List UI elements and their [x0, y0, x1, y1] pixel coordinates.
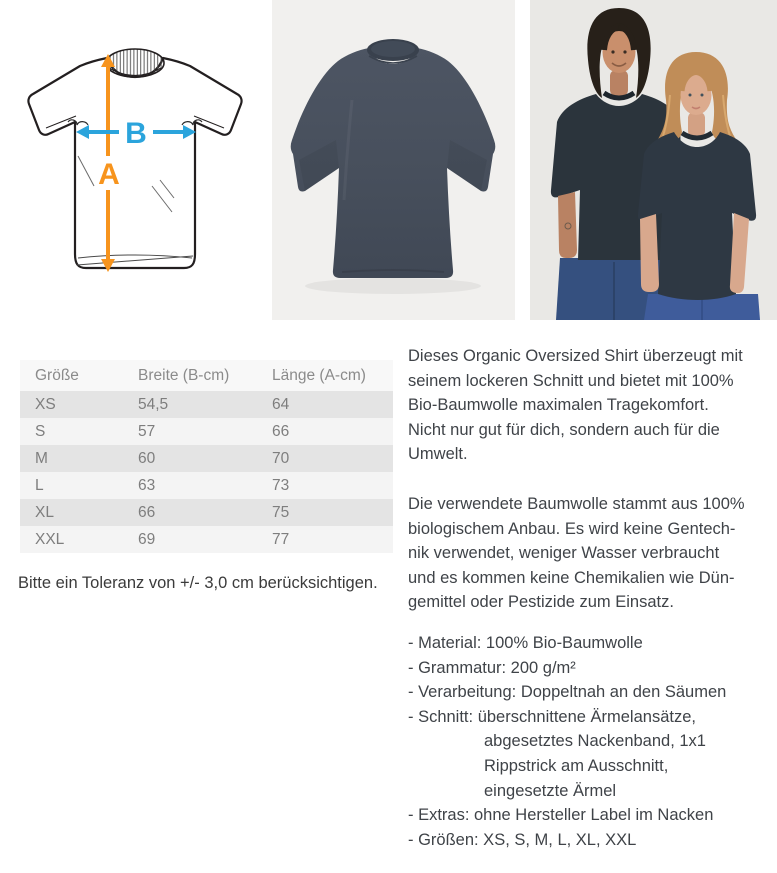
description-bullet-line: eingesetzte Ärmel [484, 781, 617, 800]
column-header-groesse: Größe [20, 360, 123, 391]
label-b: B [125, 117, 147, 150]
description-bullet-line: - Grammatur: 200 g/m² [408, 658, 576, 677]
column-header-breite: Breite (B-cm) [123, 360, 257, 391]
product-description [408, 344, 777, 852]
ribbed-collar [106, 49, 164, 77]
size-diagram-image[interactable] [20, 8, 244, 320]
description-bullet-line: - Extras: ohne Hersteller Label im Nacken [408, 806, 714, 825]
description-bullet-line: abgesetztes Nackenband, 1x1 [484, 732, 706, 751]
table-row: XXL 69 77 [20, 526, 393, 553]
table-row: XL 66 75 [20, 499, 393, 526]
size-table-body [20, 391, 393, 553]
tolerance-note: Bitte ein Toleranz von +/- 3,0 cm berücksichtigen. [18, 574, 378, 592]
description-bullet-line: - Schnitt: überschnittene Ärmelansätze, [408, 707, 696, 726]
product-photo[interactable] [272, 0, 515, 320]
tshirt-outline-drawing [28, 49, 241, 268]
column-header-laenge: Länge (A-cm) [257, 360, 393, 391]
description-paragraph: Dieses Organic Oversized Shirt überzeugt mit seinem lockeren Schnitt und bietet mit 100% Bio-Baumwolle maximalen Tragekomfort. Nicht nur gut für dich, sondern auch für die Umwelt. [408, 347, 743, 464]
table-row: XS 54,5 64 [20, 391, 393, 418]
label-a: A [98, 158, 120, 191]
table-row: S 57 66 [20, 418, 393, 445]
models-photo[interactable] [530, 0, 777, 320]
table-header-row [20, 360, 393, 391]
description-bullets [408, 631, 777, 852]
description-paragraph: Die verwendete Baumwolle stammt aus 100% biologischem Anbau. Es wird keine Gentech- nik verwendet, weniger Wasser verbraucht und es kommen keine Chemikalien wie Dün- gemittel oder Pestizide zum Einsatz. [408, 494, 745, 612]
description-bullet-line: - Größen: XS, S, M, L, XL, XXL [408, 830, 637, 849]
description-bullet-line: Rippstrick am Ausschnitt, [484, 756, 669, 775]
description-paragraphs [408, 344, 777, 615]
size-table [20, 360, 393, 553]
table-row: M 60 70 [20, 445, 393, 472]
description-bullet-line: - Material: 100% Bio-Baumwolle [408, 633, 643, 652]
description-bullet-line: - Verarbeitung: Doppeltnah an den Säumen [408, 683, 727, 702]
table-row: L 63 73 [20, 472, 393, 499]
